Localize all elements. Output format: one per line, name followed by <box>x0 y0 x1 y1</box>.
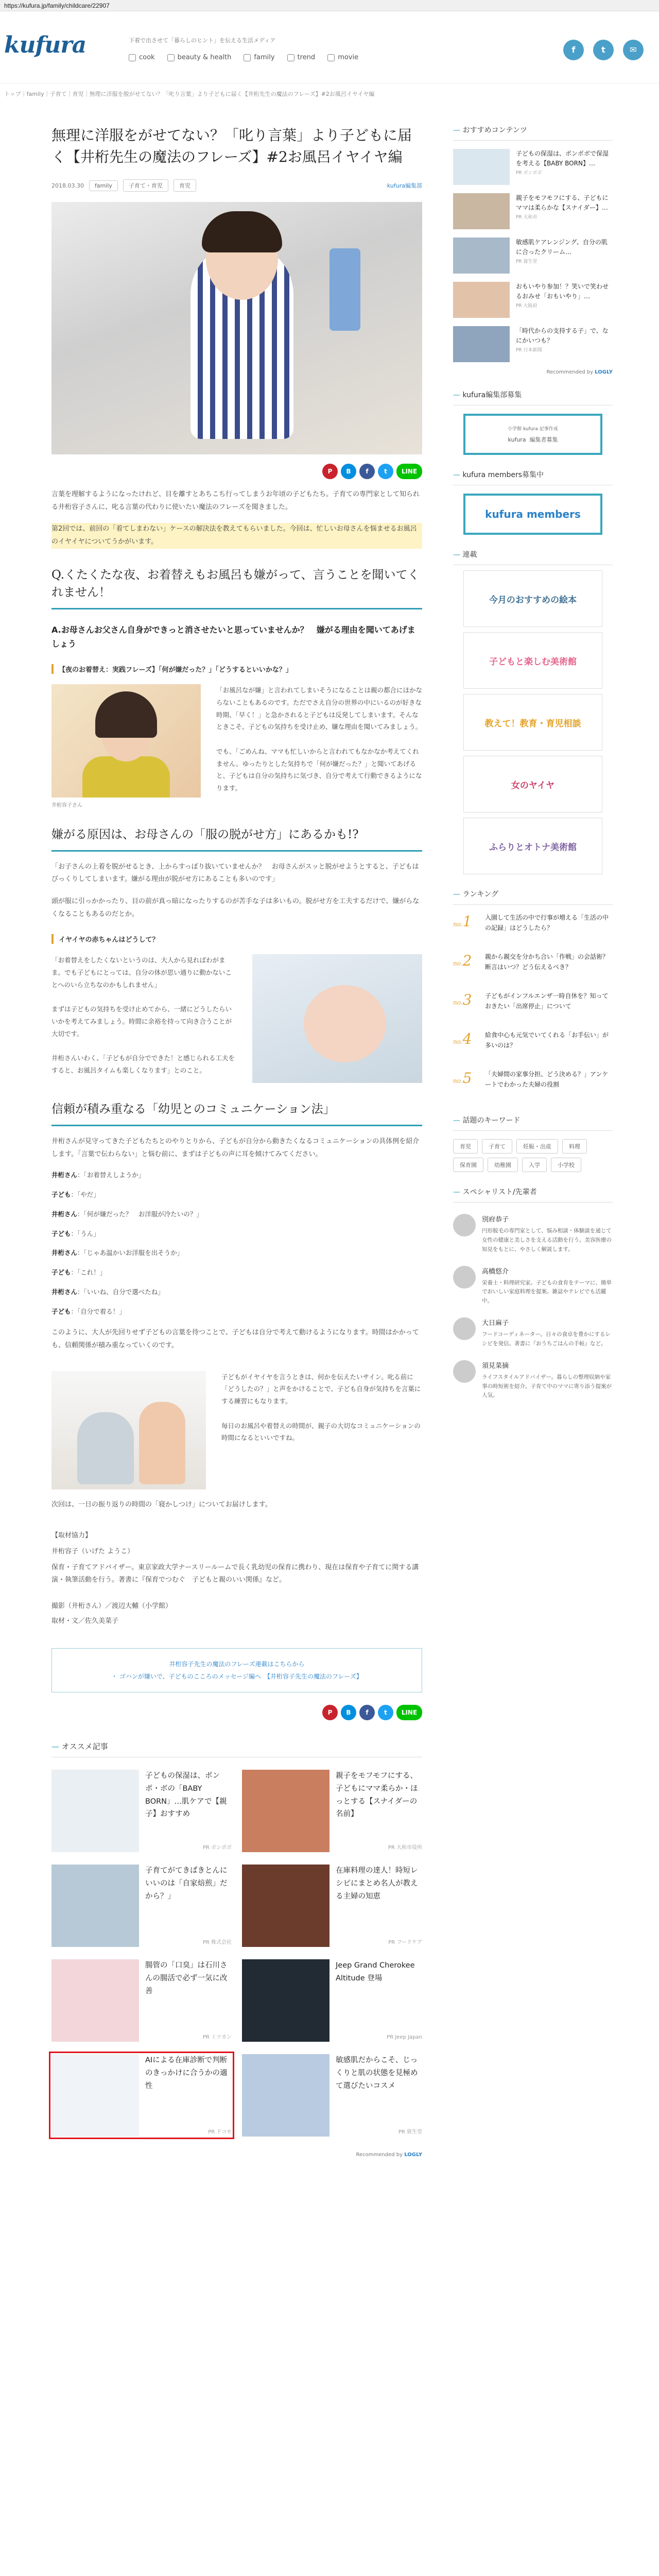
teacher-caption: 井桁容子さん <box>51 803 82 809</box>
keyword-tag[interactable]: 保育園 <box>453 1158 483 1172</box>
site-header <box>0 11 659 83</box>
expert-avatar[interactable] <box>453 1214 476 1236</box>
pinterest-icon[interactable]: P <box>322 464 338 479</box>
expert-avatar[interactable] <box>453 1317 476 1340</box>
teacher-block <box>51 684 422 808</box>
profile-label: 【取材協力】 <box>51 1532 92 1540</box>
series-banner[interactable]: 子どもと楽しむ美術館 <box>463 632 602 689</box>
communication-heading: 信頼が積み重なる「幼児とのコミュニケーション法」 <box>51 1100 422 1126</box>
intro-highlight: 第2回では、前回の「着てしまわない」ケースの解決法を教えてもらいました。今回は、忙しいお母さんを悩ませるお風呂のイヤイヤについてうかがいます。 <box>51 523 422 548</box>
hero-hair-shape <box>202 211 282 252</box>
recommend-thumbnail[interactable] <box>51 1865 139 1947</box>
side-recommend-title[interactable]: 親子をモフモフにする、子どもにママは柔らかな【スナイダー】… <box>516 194 609 212</box>
series-link-heading[interactable]: 井桁容子先生の魔法のフレーズ連載はこちらから <box>169 1660 305 1668</box>
dialog-line: 井桁さん：「いいね、自分で選べたね」 <box>51 1287 164 1296</box>
side-recommend-item[interactable] <box>453 193 613 229</box>
series-link-box[interactable] <box>51 1648 422 1692</box>
series-banner[interactable]: 女のヤイヤ <box>463 756 602 812</box>
side-recommend-text[interactable] <box>516 193 613 229</box>
side-recommend-item[interactable] <box>453 149 613 185</box>
expert-avatar[interactable] <box>453 1266 476 1289</box>
recommend-title[interactable]: Jeep Grand Cherokee Altitude 登場 <box>336 1961 415 1983</box>
logly-logo[interactable]: LOGLY <box>595 369 613 375</box>
facebook-icon[interactable]: f <box>563 40 584 60</box>
baby-text: 「お着替えをしたくないというのは、大人から見ればわがまま。でも子どもにとっては、自分の体が思い通りに動かないことへのいら立ちなのかもしれません」 まずは子どもの気持ちを受け止めてから、一緒にどうしたらいいかを考えてみましょう。時間に余裕を持って向き合うことが大切です。 井桁さんいわく、「子どもが自分でできた！と感じられる工夫をすると、お風呂タイムも楽しくなります」とのこと。 <box>51 956 235 1075</box>
dialog-line: 井桁さん：「何が嫌だった？ お洋服が冷たいの？」 <box>51 1210 203 1218</box>
credit-photo: 撮影（井桁さん）／渡辺大輔（小学館） <box>51 1602 172 1611</box>
header-social <box>563 40 644 60</box>
article-title: 無理に洋服をがせてない？「叱り言葉」より子どもに届く【井桁先生の魔法のフレーズ】#2お風呂イヤイヤ編 <box>51 127 412 165</box>
nav-movie[interactable]: movie <box>327 54 358 61</box>
expert-info <box>482 1317 613 1349</box>
hero-image <box>51 202 422 454</box>
recommend-card[interactable] <box>242 1770 422 1852</box>
recommend-thumbnail[interactable] <box>242 1865 330 1947</box>
expert-item[interactable] <box>453 1317 613 1349</box>
pair-block <box>51 1371 422 1489</box>
ranking-number: no.2 <box>453 952 472 969</box>
expert-heading: — スペシャリスト/先輩者 <box>453 1187 613 1202</box>
expert-item[interactable] <box>453 1360 613 1401</box>
pinterest-icon[interactable]: P <box>322 1705 338 1720</box>
tag-parenting[interactable]: 育児 <box>174 179 196 192</box>
ranking-item[interactable] <box>453 1070 613 1100</box>
side-recommend-source: PR 日本新聞 <box>516 348 542 353</box>
line-share-icon[interactable]: LINE <box>396 1705 422 1720</box>
expert-name[interactable]: 高橋悠介 <box>482 1267 509 1276</box>
recommend-sponsor: PR 大和市役所 <box>388 1845 422 1851</box>
sidebar <box>453 104 613 1400</box>
ranking-title[interactable]: 入園して生活の中で行事が増える「生活の中の記録」はどうしたら？ <box>485 914 609 931</box>
ranking-item[interactable] <box>453 1030 613 1061</box>
side-thumbnail[interactable] <box>453 326 510 362</box>
series-banner[interactable]: 今月のおすすめの絵本 <box>463 570 602 627</box>
recommend-sponsor: PR フードケア <box>388 1940 422 1946</box>
expert-info <box>482 1360 613 1401</box>
ranking-title[interactable]: 「夫婦間の家事分担、どう決める？」アンケートでわかった夫婦の役割 <box>485 1071 609 1088</box>
intro-paragraph: 言葉を理解するようになったけれど、目を離すとあちこち行ってしまうお年頃の子どもたち。子育ての専門家として知られる井桁容子さんに、叱る言葉の代わりに使いたい魔法のフレーズを聞きました。 <box>51 490 420 511</box>
series-heading: — 連載 <box>453 549 613 565</box>
series-link-item[interactable]: ・ ゴハンが嫌いで、子どものこころのメッセージ編へ 【井桁容子先生の魔法のフレーズ】 <box>111 1673 362 1681</box>
recommend-sponsor: PR ボンポボ <box>202 1845 232 1851</box>
recommend-sponsor: PR Jeep Japan <box>387 2035 422 2041</box>
logly-logo[interactable]: LOGLY <box>404 2152 422 2158</box>
tag-family[interactable]: family <box>89 180 118 191</box>
ranking-number: no.4 <box>453 1030 472 1047</box>
home-icon <box>244 54 251 61</box>
expert-list <box>453 1214 613 1400</box>
phrase-heading: 【夜のお着替え：実践フレーズ】「何が嫌だった？」「どうするといいかな？」 <box>51 664 422 674</box>
keyword-tag[interactable]: 幼稚園 <box>488 1158 518 1172</box>
expert-avatar[interactable] <box>453 1360 476 1383</box>
keyword-tag[interactable]: 育児 <box>453 1139 478 1154</box>
expert-description: ライフスタイルアドバイザー。暮らしの整理収納や家事の時短術を紹介。子育て中のママに寄り添う提案が人気。 <box>482 1374 612 1399</box>
recommend-thumbnail[interactable] <box>51 1959 139 2042</box>
dialog-line: 井桁さん：「お着替えしようか」 <box>51 1171 145 1179</box>
recommend-text[interactable] <box>145 2054 232 2137</box>
breadcrumb[interactable]: トップ｜family｜子育て｜育児｜無理に洋服を脱がせてない？「叱り言葉」より子どもに届く【井桁先生の魔法のフレーズ】#2お風呂イヤイヤ編 <box>4 91 375 97</box>
profile-name: 井桁容子（いげた ようこ） <box>51 1548 134 1555</box>
teacher-photo-wrap <box>51 684 201 808</box>
expert-info <box>482 1214 613 1255</box>
recommend-sponsor: PR ミツカン <box>202 2035 232 2041</box>
ranking-title[interactable]: 子どもがインフルエンザ一時自休を？知っておきたい「出席停止」について <box>485 992 609 1010</box>
recommend-title[interactable]: 腸管の「口臭」は石川さんの腸活で必ず一気に改善 <box>145 1961 228 1995</box>
side-recommend-title[interactable]: 「時代からの支持する子」で、なにかいつも？ <box>516 327 609 345</box>
pot-icon <box>129 54 136 61</box>
article-date: 2018.03.30 <box>51 182 84 189</box>
recommend-card[interactable] <box>242 2054 422 2137</box>
ranking-number: no.5 <box>453 1070 472 1087</box>
expert-item[interactable] <box>453 1214 613 1255</box>
side-recommend-text[interactable] <box>516 326 613 362</box>
recommend-thumbnail[interactable] <box>51 2054 139 2137</box>
keyword-tag[interactable]: 料理 <box>562 1139 587 1154</box>
side-recommend-text[interactable] <box>516 282 613 318</box>
recommend-powered: Recommended by LOGLY <box>356 2152 422 2158</box>
facebook-share-icon[interactable]: f <box>359 1705 375 1720</box>
recommend-text[interactable] <box>336 1865 422 1947</box>
side-thumbnail[interactable] <box>453 149 510 185</box>
dialog-line: 子ども：「やだ」 <box>51 1191 100 1198</box>
side-recommend-title[interactable]: おもいやり参加！？笑いで笑わせるおみせ「おもいやり」… <box>516 283 609 300</box>
recommend-text[interactable] <box>145 1770 232 1852</box>
recommend-text[interactable] <box>336 1959 422 2042</box>
side-thumbnail[interactable] <box>453 282 510 318</box>
site-tagline: 下着で出させて「暮らしのヒント」を伝える生活メディア <box>129 37 276 44</box>
closing-paragraph: 次回は、一日の振り返りの時間の「寝かしつけ」についてお届けします。 <box>51 1500 272 1509</box>
ranking-number: no.3 <box>453 991 472 1008</box>
twitter-icon[interactable]: t <box>593 40 614 60</box>
expert-description: フードコーディネーター。日々の食卓を豊かにするレシピを発信。著書に『おうちごはんの手帖』など。 <box>482 1331 611 1347</box>
expert-info <box>482 1266 613 1307</box>
recommend-title[interactable]: 在庫料理の達人！時短レシピにまとめ名人が教える主婦の知恵 <box>336 1867 418 1901</box>
flower-icon <box>287 54 294 61</box>
nav-trend[interactable]: trend <box>287 54 316 61</box>
profile-text: 保育・子育てアドバイザー。東京家政大学ナースリールームで長く乳幼児の保育に携わり、現在は保育や子育てに関する講演・執筆活動を行う。著書に『保育でつむぐ 子どもと親のいい関係』など。 <box>51 1563 419 1584</box>
tag-childcare[interactable]: 子育て・育児 <box>123 179 168 192</box>
question-heading: Q.くたくたな夜、お着替えもお風呂も嫌がって、言うことを聞いてくれません！ <box>51 566 422 609</box>
ranking-item[interactable] <box>453 913 613 944</box>
side-recommend-text[interactable] <box>516 149 613 185</box>
keyword-tag[interactable]: 妊娠・出産 <box>516 1139 558 1154</box>
recommend-sponsor: PR 資生堂 <box>398 2129 422 2136</box>
side-recommend-source: PR ボンポボ <box>516 171 542 176</box>
site-logo[interactable]: kufura <box>4 32 86 58</box>
side-ranking-heading: — おすすめコンテンツ <box>453 125 613 141</box>
pair-photo <box>51 1371 206 1489</box>
recommend-card[interactable] <box>51 1959 232 2042</box>
side-recommend-text[interactable] <box>516 238 613 274</box>
side-recommend-title[interactable]: 子どもの保湿は、ボンポボで保湿を考える【BABY BORN】… <box>516 150 609 167</box>
article-main <box>51 104 422 2158</box>
ranking-number: no.1 <box>453 913 472 930</box>
series-banner-list <box>453 570 613 874</box>
side-recommend-source: PR 大阪府 <box>516 303 537 309</box>
line-share-icon[interactable]: LINE <box>396 464 422 479</box>
expert-name[interactable]: 別府恭子 <box>482 1216 509 1224</box>
dialog-line: 子ども：「うん」 <box>51 1229 100 1238</box>
side-thumbnail[interactable] <box>453 193 510 229</box>
recommend-card[interactable] <box>51 2054 232 2137</box>
communication-paragraph: 井桁さんが見守ってきた子どもたちとのやりとりから、子どもが自分から動きたくなるコミュニケーションの具体例を紹介します。「言葉で伝わらない」と悩む前に、まずは子どもの声に耳を傾けてみてください。 <box>51 1137 420 1158</box>
side-powered: Recommended by LOGLY <box>546 369 613 375</box>
recommend-text[interactable] <box>336 1770 422 1852</box>
share-buttons <box>51 464 422 479</box>
expert-description: 栄養士・料理研究家。子どもの食育をテーマに、簡単でおいしい家庭料理を提案。雑誌やテレビでも活躍中。 <box>482 1279 612 1304</box>
keyword-list <box>453 1139 613 1172</box>
recommend-grid <box>51 1770 422 2137</box>
side-recommend-item[interactable] <box>453 326 613 362</box>
expert-name[interactable]: 須見菜摘 <box>482 1362 509 1370</box>
dialog-line: 子ども：「自分で着る！」 <box>51 1307 126 1315</box>
side-recommend-title[interactable]: 敏感肌ケアレンジング、自分の肌に合ったクリーム… <box>516 239 608 256</box>
recommend-thumbnail[interactable] <box>51 1770 139 1852</box>
expert-name[interactable]: 大日麻子 <box>482 1319 509 1328</box>
answer-heading: A.お母さんお父さん自身ができっと消させたいと思っていませんか？ 嫌がる理由を聞いてあげましょう <box>51 624 415 649</box>
ranking-item[interactable] <box>453 991 613 1022</box>
baby-photo <box>252 954 422 1083</box>
recommend-thumbnail[interactable] <box>242 1770 330 1852</box>
side-recommend-source: PR 大和市 <box>516 215 537 221</box>
side-recommend-item[interactable] <box>453 238 613 274</box>
ranking-title[interactable]: 親から親交を分かち合い「作戦」の会話術？ 断言はいつ？どう伝えるべき？ <box>485 953 609 971</box>
keyword-tag[interactable]: 小学校 <box>551 1158 581 1172</box>
ranking-list <box>453 913 613 1100</box>
members-heading: — kufura members募集中 <box>453 469 613 485</box>
reason-heading: 嫌がる原因は、お母さんの「服の脱がせ方」にあるかも!? <box>51 826 422 852</box>
recommend-card[interactable] <box>51 1865 232 1947</box>
recommend-title[interactable]: 敏感肌だからこそ、じっくりと肌の状態を見極めて選びたいコスメ <box>336 2056 418 2090</box>
recommend-card[interactable] <box>242 1865 422 1947</box>
ranking-item[interactable] <box>453 952 613 983</box>
series-banner[interactable]: ふらりとオトナ美術館 <box>463 818 602 874</box>
mail-icon[interactable]: ✉ <box>623 40 644 60</box>
heart-icon <box>167 54 175 61</box>
expert-item[interactable] <box>453 1266 613 1307</box>
nav-family[interactable]: family <box>244 54 274 61</box>
recommend-title[interactable]: 子どもの保湿は、ボンポ・ボの「BABY BORN」…肌ケアで【親子】おすすめ <box>145 1772 227 1819</box>
reason-paragraph-1: 「お子さんの上着を脱がせるとき、上からすっぽり抜いていませんか？ お母さんがスッと脱がせようとすると、子どもはびっくりしてしまいます。嫌がる理由が脱がせ方にあることも多いのです」 <box>51 862 419 884</box>
keyword-tag[interactable]: 子育て <box>482 1139 512 1154</box>
main-nav <box>129 54 358 61</box>
members-banner[interactable]: kufura members <box>463 494 602 535</box>
ranking-title[interactable]: 給食中心も元気でいてくれる「お手伝い」が多いのは？ <box>485 1031 609 1049</box>
recommend-title[interactable]: 親子をモフモフにする、子どもにママ柔らか・ほっとする【スナイダーの名前】 <box>336 1772 418 1819</box>
communication-paragraph-2: このように、大人が先回りせず子どもの言葉を待つことで、子どもは自分で考えて動けるようになります。時間はかかっても、信頼関係が積み重なっていくのです。 <box>51 1329 419 1349</box>
keyword-tag[interactable]: 入学 <box>522 1158 547 1172</box>
keyword-heading: — 話題のキーワード <box>453 1115 613 1131</box>
dialog-list <box>51 1169 422 1317</box>
recommend-text[interactable] <box>145 1959 232 2042</box>
recommend-card[interactable] <box>51 1770 232 1852</box>
recommend-thumbnail[interactable] <box>242 1959 330 2042</box>
side-recommend-item[interactable] <box>453 282 613 318</box>
side-thumbnail[interactable] <box>453 238 510 274</box>
twitter-share-icon[interactable]: t <box>378 464 393 479</box>
recommend-text[interactable] <box>336 2054 422 2137</box>
recommend-sponsor: PR ドコモ <box>208 2129 232 2136</box>
pair-text: 子どもがイヤイヤを言うときは、何かを伝えたいサイン。叱る前に「どうしたの？」と声をかけることで、子ども自身が気持ちを言葉にする練習にもなります。 毎日のお風呂や着替えの時間が、親子の大切なコミュニケーションの時間になるといいですね。 <box>221 1372 421 1442</box>
ranking-heading: — ランキング <box>453 889 613 905</box>
article-editor[interactable]: kufura編集部 <box>387 182 422 189</box>
recruit-heading: — kufura編集部募集 <box>453 389 613 405</box>
teacher-photo <box>51 684 201 798</box>
article-meta <box>51 179 422 192</box>
reason-paragraph-2: 頭が服に引っかかったり、目の前が真っ暗になったりするのが苦手な子は多いもの。脱がせ方を工夫するだけで、嫌がらなくなることもあるのだとか。 <box>51 897 420 918</box>
nav-cook[interactable]: cook <box>129 54 155 61</box>
side-recommend-list <box>453 149 613 362</box>
recommend-heading: — オススメ記事 <box>51 1741 422 1757</box>
side-recommend-source: PR 資生堂 <box>516 259 537 265</box>
hatena-icon[interactable]: B <box>341 1705 356 1720</box>
recommend-thumbnail[interactable] <box>242 2054 330 2137</box>
twitter-share-icon[interactable]: t <box>378 1705 393 1720</box>
browser-url-bar[interactable]: https://kufura.jp/family/childcare/22907 <box>0 0 659 11</box>
recommend-title[interactable]: 子育てがてきぱきとんにいいのは「自家焙煎」だから？」 <box>145 1867 228 1901</box>
recruit-banner[interactable]: 小学館 kufura 記事作成 kufura 編集者募集 <box>463 414 602 455</box>
expert-description: 円形脱毛の専門家として、悩み相談・体験談を通じて女性の健康と美しさを支える活動を行う。美容医療の知見をもとに、やさしく解説します。 <box>482 1228 612 1252</box>
recommend-title[interactable]: AIによる在庫診断で判断のきっかけに合うかの適性 <box>145 2056 228 2090</box>
series-banner[interactable]: 教えて！教育・育児相談 <box>463 694 602 751</box>
sub-heading: イヤイヤの赤ちゃんはどうして？ <box>51 934 422 944</box>
recommend-sponsor: PR 株式会社 <box>202 1940 232 1946</box>
recommend-text[interactable] <box>145 1865 232 1947</box>
hero-bottle-shape <box>330 248 360 331</box>
dialog-line: 井桁さん：「じゃあ温かいお洋服を出そうか」 <box>51 1249 184 1257</box>
baby-block <box>51 954 422 1083</box>
share-buttons-bottom <box>51 1705 422 1720</box>
credit-text: 取材・文／佐久美菜子 <box>51 1617 119 1625</box>
dialog-line: 子ども：「これ！」 <box>51 1268 107 1276</box>
recommend-card[interactable] <box>242 1959 422 2042</box>
hatena-icon[interactable]: B <box>341 464 356 479</box>
film-icon <box>327 54 335 61</box>
teacher-text: 「お風呂なが嫌」と言われてしまいそうになることは親の都合にほかならないこともあるのです。ただでさえ自分の世界の中にいるのが好きな時期、「早く！」と急かされると子どもは反発してしまいます。そんなときこそ、子どもの気持ちを受け止め、嫌な理由を聞いてみましょう。 でも、「ごめんね、ママも忙しいからと言われてもなかなか考えてくれません。ゆったりとした気持ちで「何が嫌だった？」と聞いてあげると、子どもは自分の気持ちに気づき、自分で考えて行動できるようになります。 <box>216 686 423 792</box>
nav-beauty-health[interactable]: beauty & health <box>167 54 232 61</box>
facebook-share-icon[interactable]: f <box>359 464 375 479</box>
